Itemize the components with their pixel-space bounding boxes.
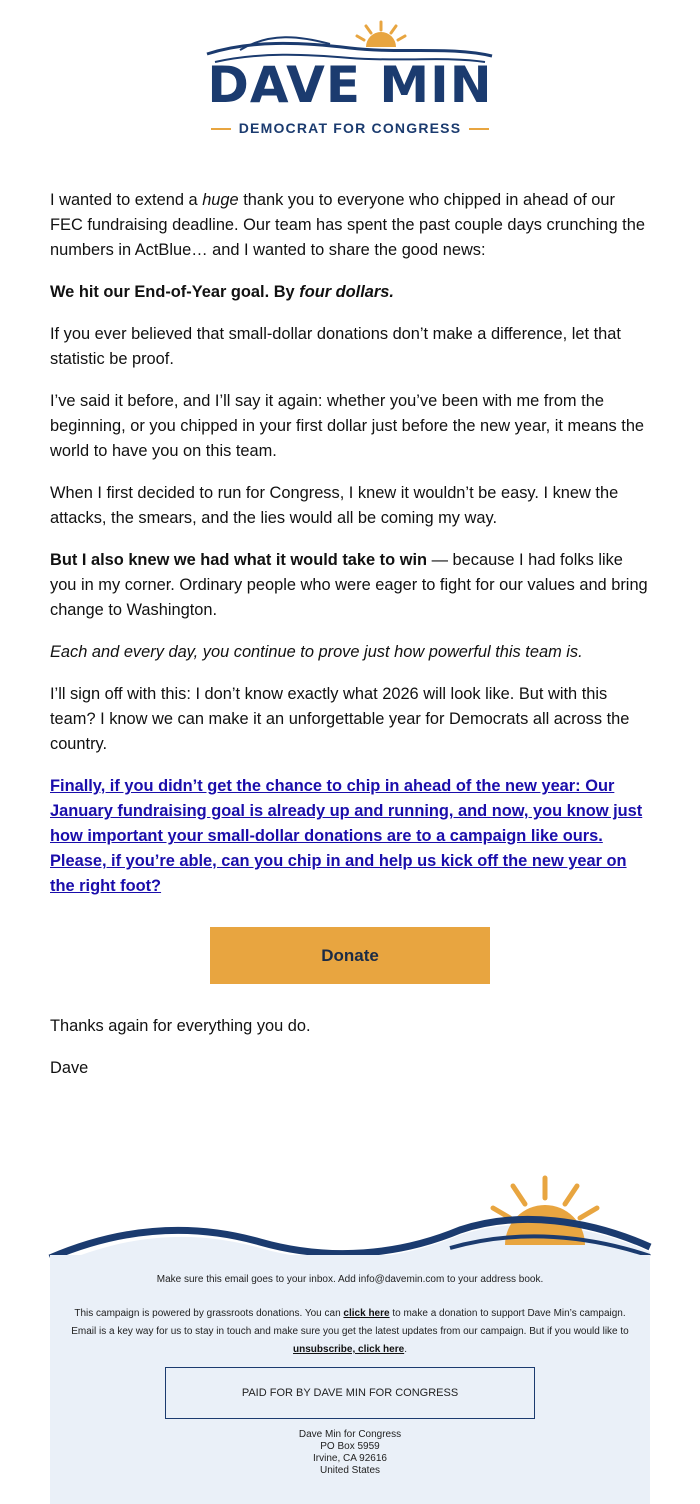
tagline-dash-left xyxy=(211,128,231,130)
donate-button[interactable]: Donate xyxy=(210,927,490,984)
donate-click-here-link[interactable]: click here xyxy=(343,1308,390,1319)
paragraph-powerful: Each and every day, you continue to prove just how powerful this team is. xyxy=(50,643,583,661)
inbox-note: Make sure this email goes to your inbox. Add info@davemin.com to your address book. xyxy=(156,1274,544,1285)
mailing-address xyxy=(50,1429,650,1477)
paid-for-disclaimer: PAID FOR BY DAVE MIN FOR CONGRESS xyxy=(165,1367,535,1419)
paragraph-closing: Thanks again for everything you do. xyxy=(50,1017,311,1035)
paragraph-congress: When I first decided to run for Congress, I knew it wouldn’t be easy. I knew the attacks, the smears, and the lies would all be coming my way. xyxy=(50,484,619,527)
address-po: PO Box 5959 xyxy=(320,1441,380,1452)
paragraph-team: I’ve said it before, and I’ll say it again: whether you’ve been with me from the beginning, or you chipped in your first dollar just before the new year, it means the world to have you on this team. xyxy=(50,392,645,460)
address-city: Irvine, CA 92616 xyxy=(313,1453,387,1464)
logo-tagline xyxy=(0,120,700,136)
paragraph-proof: If you ever believed that small-dollar donations don’t make a difference, let that statistic be proof. xyxy=(50,325,621,368)
paragraph-cta xyxy=(50,774,650,899)
unsubscribe-link[interactable]: unsubscribe, click here xyxy=(293,1344,405,1355)
tagline-dash-right xyxy=(469,128,489,130)
tagline-text: DEMOCRAT FOR CONGRESS xyxy=(238,120,462,136)
email-footer xyxy=(50,1255,650,1504)
donate-button-wrap xyxy=(50,927,650,984)
paragraph-goal: We hit our End-of-Year goal. By four dollars. xyxy=(50,283,394,301)
letter-body xyxy=(50,188,650,1098)
address-org: Dave Min for Congress xyxy=(298,1429,402,1440)
address-country: United States xyxy=(319,1465,381,1476)
logo-candidate-name: DAVE MIN xyxy=(207,56,493,114)
paragraph-sign-off: I’ll sign off with this: I don’t know exactly what 2026 will look like. But with this team? I know we can make it an unforgettable year for Democrats all across the country. xyxy=(50,685,630,753)
signature: Dave xyxy=(50,1059,89,1077)
donation-cta-link[interactable]: Finally, if you didn’t get the chance to chip in ahead of the new year: Our January fundraising goal is already up and running, and now, you know just how important your small-dollar donations are to a campaign like ours. Please, if you’re able, can you chip in and help us kick off the new year on the right foot? xyxy=(50,777,643,895)
grassroots-note: This campaign is powered by grassroots donations. You can click here to make a donation to support Dave Min’s campaign. Email is a key way for us to stay in touch and make sure you get the latest updates from our campaign. But if you would like to unsubscribe, click here. xyxy=(71,1308,629,1355)
paragraph-thank-you: I wanted to extend a huge thank you to everyone who chipped in ahead of our FEC fundraising deadline. Our team has spent the past couple days crunching the numbers in ActBlue… and I wanted to share the good news: xyxy=(50,191,645,259)
paragraph-win: But I also knew we had what it would take to win — because I had folks like you in my corner. Ordinary people who were eager to fight for our values and bring change to Washington. xyxy=(50,551,648,619)
